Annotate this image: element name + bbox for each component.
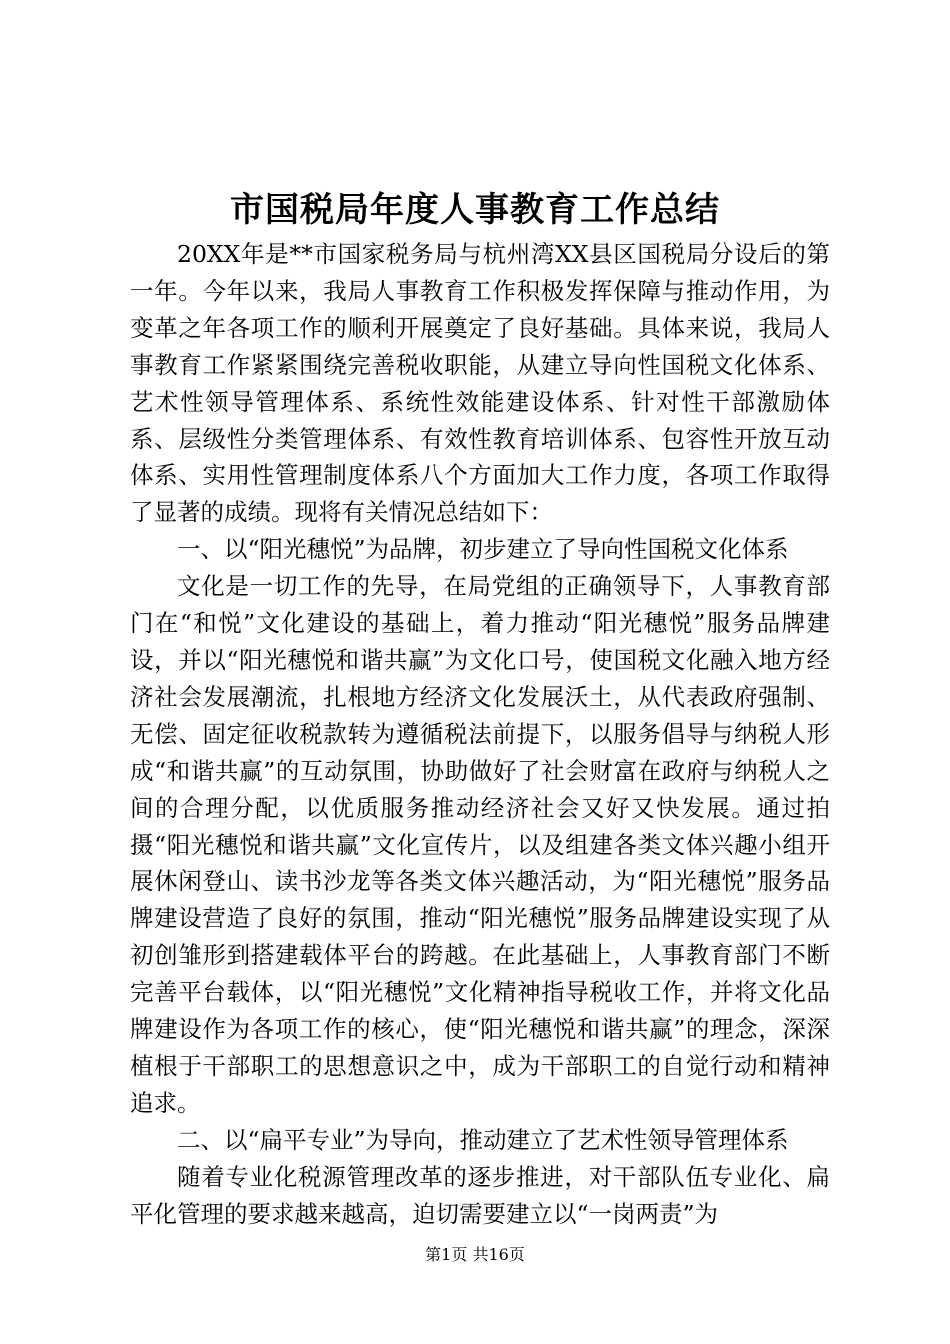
paragraph-section-2: 随着专业化税源管理改革的逐步推进，对干部队伍专业化、扁平化管理的要求越来越高，迫切需要建立以“一岗两责”为 [130,1162,830,1228]
document-title: 市国税局年度人事教育工作总结 [230,190,720,230]
page-number: 第1页 [425,1245,468,1264]
paragraph-section-1: 文化是一切工作的先导，在局党组的正确领导下，人事教育部门在“和悦”文化建设的基础上，着力推动“阳光穗悦”服务品牌建设，并以“阳光穗悦和谐共赢”为文化口号，使国税文化融入地方经济社会发展潮流，扎根地方经济文化发展沃土，从代表政府强制、无偿、固定征收税款转为遵循税法前提下，以服务倡导与纳税人形成“和谐共赢”的互动氛围，协助做好了社会财富在政府与纳税人之间的合理分配，以优质服务推动经济社会又好又快发展。通过拍摄“阳光穗悦和谐共赢”文化宣传片，以及组建各类文体兴趣小组开展休闲登山、读书沙龙等各类文体兴趣活动，为“阳光穗悦”服务品牌建设营造了良好的氛围，推动“阳光穗悦”服务品牌建设实现了从初创雏形到搭建载体平台的跨越。在此基础上，人事教育部门不断完善平台载体，以“阳光穗悦”文化精神指导税收工作，并将文化品牌建设作为各项工作的核心，使“阳光穗悦和谐共赢”的理念，深深植根于干部职工的思想意识之中，成为干部职工的自觉行动和精神追求。 [130,572,830,1117]
page-footer [0,1244,950,1266]
section-heading-1: 一、以“阳光穗悦”为品牌，初步建立了导向性国税文化体系 [177,535,789,564]
paragraph-intro: 20XX年是**市国家税务局与杭州湾XX县区国税局分设后的第一年。今年以来，我局人事教育工作积极发挥保障与推动作用，为变革之年各项工作的顺利开展奠定了良好基础。具体来说，我局人事教育工作紧紧围绕完善税收职能，从建立导向性国税文化体系、艺术性领导管理体系、系统性效能建设体系、针对性干部激励体系、层级性分类管理体系、有效性教育培训体系、包容性开放互动体系、实用性管理制度体系八个方面加大工作力度，各项工作取得了显著的成绩。现将有关情况总结如下： [130,240,830,527]
section-heading-2: 二、以“扁平专业”为导向，推动建立了艺术性领导管理体系 [177,1125,789,1154]
document-body [130,236,830,1232]
page-total: 共16页 [472,1245,525,1264]
